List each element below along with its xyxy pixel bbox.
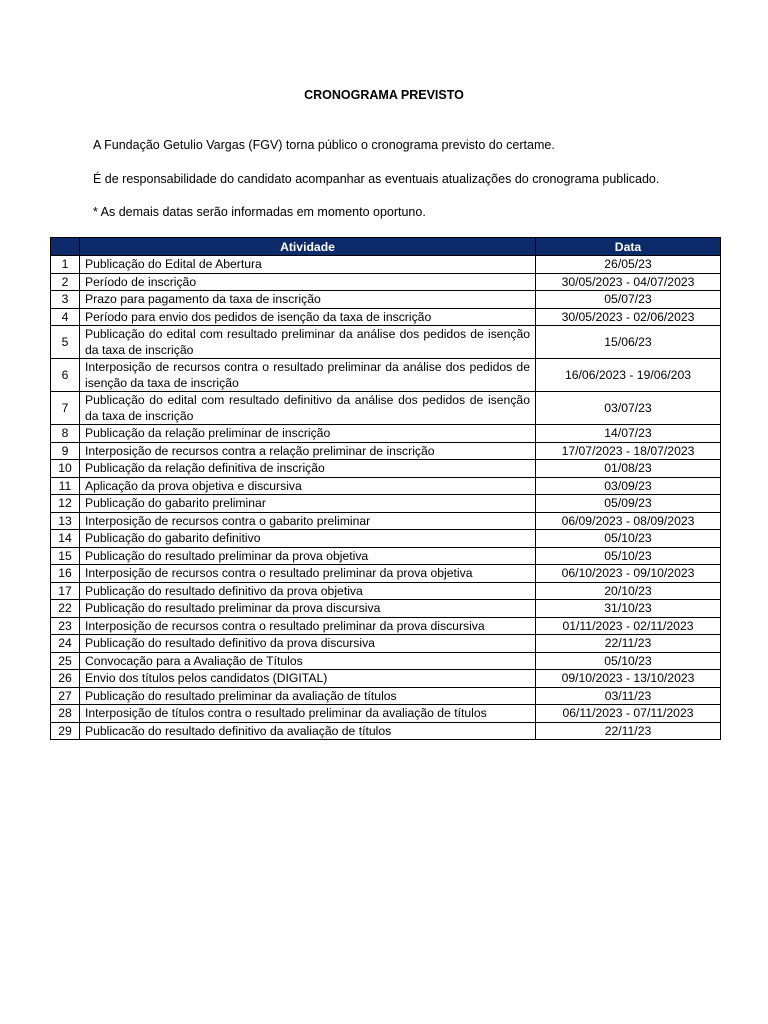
row-activity: Prazo para pagamento da taxa de inscrição [80, 291, 536, 309]
row-date: 26/05/23 [536, 256, 721, 274]
row-activity: Publicacão do resultado definitivo da avaliação de títulos [80, 722, 536, 740]
table-row [51, 256, 721, 274]
row-activity: Interposição de recursos contra o gabarito preliminar [80, 512, 536, 530]
row-number: 13 [51, 512, 80, 530]
row-number: 11 [51, 477, 80, 495]
row-date: 06/11/2023 - 07/11/2023 [536, 705, 721, 723]
table-row [51, 565, 721, 583]
row-activity: Período para envio dos pedidos de isenção da taxa de inscrição [80, 308, 536, 326]
row-activity: Interposição de títulos contra o resultado preliminar da avaliação de títulos [80, 705, 536, 723]
row-activity: Publicação do Edital de Abertura [80, 256, 536, 274]
row-activity: Publicação do resultado preliminar da avaliação de títulos [80, 687, 536, 705]
row-activity: Publicação do gabarito definitivo [80, 530, 536, 548]
row-number: 22 [51, 600, 80, 618]
row-activity: Convocação para a Avaliação de Títulos [80, 652, 536, 670]
row-number: 4 [51, 308, 80, 326]
row-date: 01/11/2023 - 02/11/2023 [536, 617, 721, 635]
row-number: 7 [51, 392, 80, 425]
row-date: 16/06/2023 - 19/06/203 [536, 359, 721, 392]
row-activity: Interposição de recursos contra o resultado preliminar da prova objetiva [80, 565, 536, 583]
row-date: 05/10/23 [536, 547, 721, 565]
table-row [51, 291, 721, 309]
row-date: 22/11/23 [536, 722, 721, 740]
row-activity: Envio dos títulos pelos candidatos (DIGITAL) [80, 670, 536, 688]
table-row [51, 460, 721, 478]
row-date: 22/11/23 [536, 635, 721, 653]
row-date: 17/07/2023 - 18/07/2023 [536, 442, 721, 460]
table-row [51, 512, 721, 530]
row-activity: Publicação da relação preliminar de inscrição [80, 425, 536, 443]
row-number: 3 [51, 291, 80, 309]
table-row [51, 722, 721, 740]
row-activity: Aplicação da prova objetiva e discursiva [80, 477, 536, 495]
row-activity: Publicação do resultado preliminar da prova discursiva [80, 600, 536, 618]
row-activity: Publicação do gabarito preliminar [80, 495, 536, 513]
row-number: 1 [51, 256, 80, 274]
schedule-table [50, 237, 721, 740]
row-number: 8 [51, 425, 80, 443]
row-date: 05/07/23 [536, 291, 721, 309]
table-row [51, 617, 721, 635]
document-title: CRONOGRAMA PREVISTO [304, 88, 464, 102]
row-activity: Publicação do edital com resultado preliminar da análise dos pedidos de isenção da taxa de inscrição [80, 326, 536, 359]
row-date: 05/10/23 [536, 652, 721, 670]
row-date: 15/06/23 [536, 326, 721, 359]
row-activity: Publicação do resultado preliminar da prova objetiva [80, 547, 536, 565]
row-activity: Interposição de recursos contra o resultado preliminar da análise dos pedidos de isenção da taxa de inscrição [80, 359, 536, 392]
table-header-row [51, 238, 721, 256]
row-number: 10 [51, 460, 80, 478]
row-date: 03/11/23 [536, 687, 721, 705]
table-row [51, 495, 721, 513]
row-date: 30/05/2023 - 02/06/2023 [536, 308, 721, 326]
row-number: 12 [51, 495, 80, 513]
table-row [51, 326, 721, 359]
table-row [51, 687, 721, 705]
row-number: 6 [51, 359, 80, 392]
note-paragraph: * As demais datas serão informadas em momento oportuno. [93, 205, 426, 219]
row-number: 26 [51, 670, 80, 688]
row-number: 17 [51, 582, 80, 600]
row-number: 28 [51, 705, 80, 723]
row-activity: Publicação do edital com resultado definitivo da análise dos pedidos de isenção da taxa de inscrição [80, 392, 536, 425]
row-date: 30/05/2023 - 04/07/2023 [536, 273, 721, 291]
table-row [51, 582, 721, 600]
table-row [51, 477, 721, 495]
row-number: 29 [51, 722, 80, 740]
row-date: 05/10/23 [536, 530, 721, 548]
row-number: 25 [51, 652, 80, 670]
row-date: 06/10/2023 - 09/10/2023 [536, 565, 721, 583]
table-row [51, 635, 721, 653]
row-number: 27 [51, 687, 80, 705]
table-row [51, 425, 721, 443]
table-row [51, 308, 721, 326]
table-row [51, 392, 721, 425]
row-number: 14 [51, 530, 80, 548]
column-header-number [51, 238, 80, 256]
table-row [51, 547, 721, 565]
table-row [51, 530, 721, 548]
row-activity: Interposição de recursos contra a relação preliminar de inscrição [80, 442, 536, 460]
column-header-date: Data [536, 238, 721, 256]
table-row [51, 600, 721, 618]
row-activity: Interposição de recursos contra o resultado preliminar da prova discursiva [80, 617, 536, 635]
row-number: 9 [51, 442, 80, 460]
row-date: 09/10/2023 - 13/10/2023 [536, 670, 721, 688]
row-number: 5 [51, 326, 80, 359]
table-row [51, 705, 721, 723]
row-number: 15 [51, 547, 80, 565]
responsibility-paragraph: É de responsabilidade do candidato acompanhar as eventuais atualizações do cronograma publicado. [93, 172, 660, 186]
row-date: 20/10/23 [536, 582, 721, 600]
row-date: 06/09/2023 - 08/09/2023 [536, 512, 721, 530]
table-row [51, 359, 721, 392]
row-number: 2 [51, 273, 80, 291]
row-activity: Publicação do resultado definitivo da prova discursiva [80, 635, 536, 653]
row-date: 01/08/23 [536, 460, 721, 478]
row-number: 23 [51, 617, 80, 635]
table-row [51, 273, 721, 291]
intro-paragraph: A Fundação Getulio Vargas (FGV) torna público o cronograma previsto do certame. [93, 138, 555, 152]
row-date: 03/09/23 [536, 477, 721, 495]
table-row [51, 442, 721, 460]
table-row [51, 670, 721, 688]
row-date: 14/07/23 [536, 425, 721, 443]
table-row [51, 652, 721, 670]
row-number: 24 [51, 635, 80, 653]
row-date: 05/09/23 [536, 495, 721, 513]
row-date: 03/07/23 [536, 392, 721, 425]
row-number: 16 [51, 565, 80, 583]
row-activity: Publicação do resultado definitivo da prova objetiva [80, 582, 536, 600]
row-activity: Publicação da relação definitiva de inscrição [80, 460, 536, 478]
table-body [51, 256, 721, 740]
row-activity: Período de inscrição [80, 273, 536, 291]
column-header-activity: Atividade [80, 238, 536, 256]
row-date: 31/10/23 [536, 600, 721, 618]
